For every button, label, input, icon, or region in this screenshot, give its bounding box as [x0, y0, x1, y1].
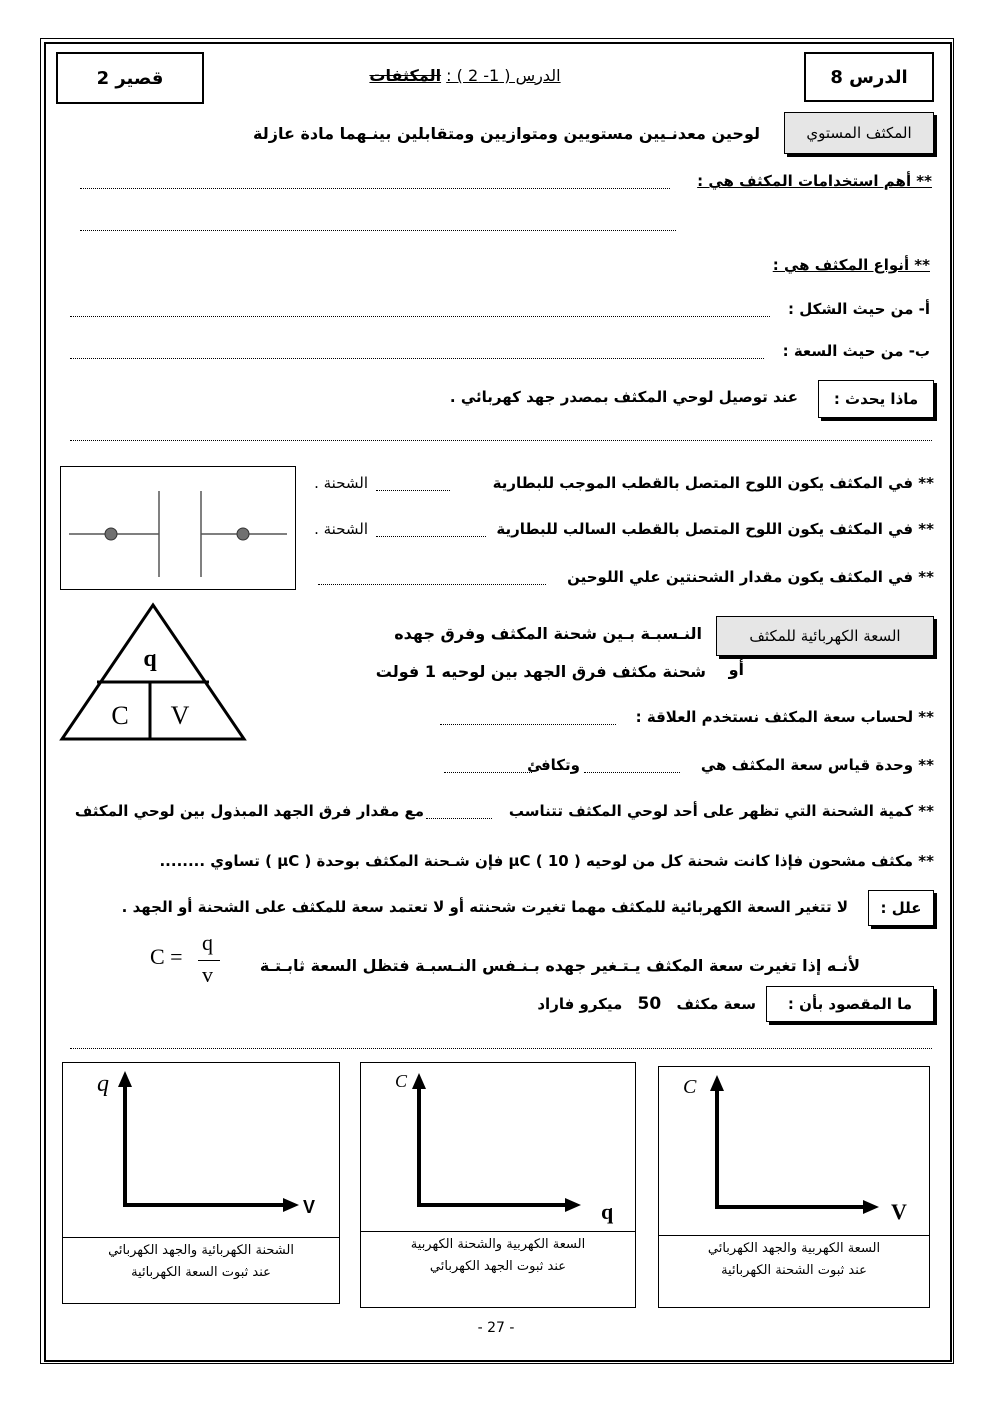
graph-c-vs-q-y-label: C: [395, 1071, 408, 1091]
meaning-tag: ما المقصود بأن :: [766, 986, 934, 1022]
graph-c-vs-v: [658, 1066, 930, 1308]
flat-capacitor-definition: لوحين معدنـيين مستويين ومتوازيين ومتقابلين بينـهما مادة عازلة: [253, 124, 760, 143]
graph-q-vs-v-caption: الشحنة الكهربائية والجهد الكهربائي عند ثبوت السعة الكهربائية: [63, 1237, 339, 1284]
capacitance-equivalent: وتكافئ: [527, 756, 580, 774]
explain-tag: علل :: [868, 890, 934, 926]
graph-q-vs-v: [62, 1062, 340, 1304]
graph-q-vs-v-x-label: V: [303, 1197, 316, 1217]
what-happens-tag: ماذا يحدث :: [818, 380, 934, 418]
types-capacity-line: [70, 358, 764, 359]
charge-positive-line: ** في المكثف يكون اللوح المتصل بالقطب الموجب للبطارية: [492, 474, 934, 492]
charge-proportion-end: مع مقدار فرق الجهد المبذول بين لوحي المكثف: [74, 802, 424, 820]
graph-c-vs-q-axes: [361, 1063, 635, 1231]
capacitance-or: أو: [728, 660, 744, 679]
what-happens-text: عند توصيل لوحي المكثف بمصدر جهد كهربائي .: [449, 388, 798, 406]
graph-c-vs-v-caption: السعة الكهربية والجهد الكهربائي عند ثبوت الشحنة الكهربائية: [659, 1235, 929, 1282]
capacitance-unit: ** وحدة قياس سعة المكثف هي: [700, 756, 934, 774]
capacitance-relation-blank: [440, 724, 616, 725]
graph-c-vs-v-x-label: V: [891, 1199, 907, 1224]
capacitance-equivalent-blank: [444, 772, 532, 773]
charge-negative-blank: [376, 536, 486, 537]
triangle-v: V: [170, 701, 190, 730]
graph-c-vs-q: [360, 1062, 636, 1308]
capacitance-definition: النـسبـة بـين شحنة المكثف وفرق جهده: [394, 624, 702, 643]
charge-negative-line: ** في المكثف يكون اللوح المتصل بالقطب السالب للبطارية: [496, 520, 934, 538]
capacitance-unit-blank: [584, 772, 680, 773]
graph-c-vs-q-caption: السعة الكهربية والشحنة الكهربية عند ثبوت الجهد الكهربائي: [361, 1231, 635, 1278]
charge-positive-suffix: الشحنة .: [314, 474, 368, 492]
capacitance-relation: ** لحساب سعة المكثف نستخدم العلاقة :: [635, 708, 934, 726]
capacitor-symbol-box: [60, 466, 296, 590]
uses-heading: ** أهم استخدامات المكثف هي :: [697, 172, 932, 190]
charge-proportion: ** كمية الشحنة التي تظهر على أحد لوحي المكثف تتناسب: [508, 802, 934, 820]
explain-question: لا تتغير السعة الكهربائية للمكثف مهما تغيرت شحنته أو لا تعتمد سعة للمكثف على الشحنة أو الجهد .: [121, 898, 848, 916]
types-by-capacity: ب- من حيث السعة :: [782, 342, 930, 360]
triangle-q: q: [143, 646, 157, 672]
meaning-text: سعة مكثف 50 ميكرو فاراد: [537, 994, 756, 1014]
meaning-line: [70, 1048, 932, 1049]
types-heading: ** أنواع المكثف هي :: [772, 256, 930, 274]
page-number: - 27 -: [477, 1320, 515, 1336]
capacitance-tag: السعة الكهربائية للمكثف: [716, 616, 934, 656]
capacitance-formula: C = q v: [150, 930, 224, 990]
triangle-c: C: [111, 701, 129, 730]
lesson-number-box: الدرس 8: [804, 52, 934, 102]
capacitance-definition-alt: شحنة مكثف فرق الجهد بين لوحيه 1 فولت: [375, 662, 706, 681]
graph-c-vs-v-y-label: C: [683, 1076, 697, 1098]
explain-answer: لأنـه إذا تغيرت سعة المكثف يـتـغير جهده بـنـفس النـسبـة فتظل السعة ثابـتـة: [259, 956, 860, 975]
graph-q-vs-v-axes: [63, 1063, 339, 1237]
uses-answer-line-2: [80, 230, 676, 231]
graph-c-vs-q-x-label: q: [601, 1199, 614, 1224]
quiz-box: قصير 2: [56, 52, 204, 104]
capacitor-symbol: [61, 467, 295, 589]
what-happens-line: [70, 440, 932, 441]
charge-negative-suffix: الشحنة .: [314, 520, 368, 538]
graph-c-vs-v-axes: [659, 1067, 929, 1235]
types-by-shape: أ- من حيث الشكل :: [787, 300, 930, 318]
charge-amount-line: ** في المكثف يكون مقدار الشحنتين علي اللوحين: [567, 568, 934, 586]
lesson-title: الدرس ( 1- 2 ) : المكثفات: [369, 66, 561, 85]
uses-answer-line-1: [80, 188, 670, 189]
charged-capacitor-question: ** مكثف مشحون فإذا كانت شحنة كل من لوحيه μC ( 10 ) فإن شـحنة المكثف بوحدة ( μC ) تساوي ........: [159, 852, 934, 870]
charge-amount-blank: [318, 584, 546, 585]
charge-proportion-blank: [426, 818, 492, 819]
charge-positive-blank: [376, 490, 450, 491]
types-shape-line: [70, 316, 770, 317]
graph-q-vs-v-y-label: q: [97, 1071, 109, 1097]
flat-capacitor-tag: المكثف المستوي: [784, 112, 934, 154]
qcv-triangle: [58, 602, 248, 742]
